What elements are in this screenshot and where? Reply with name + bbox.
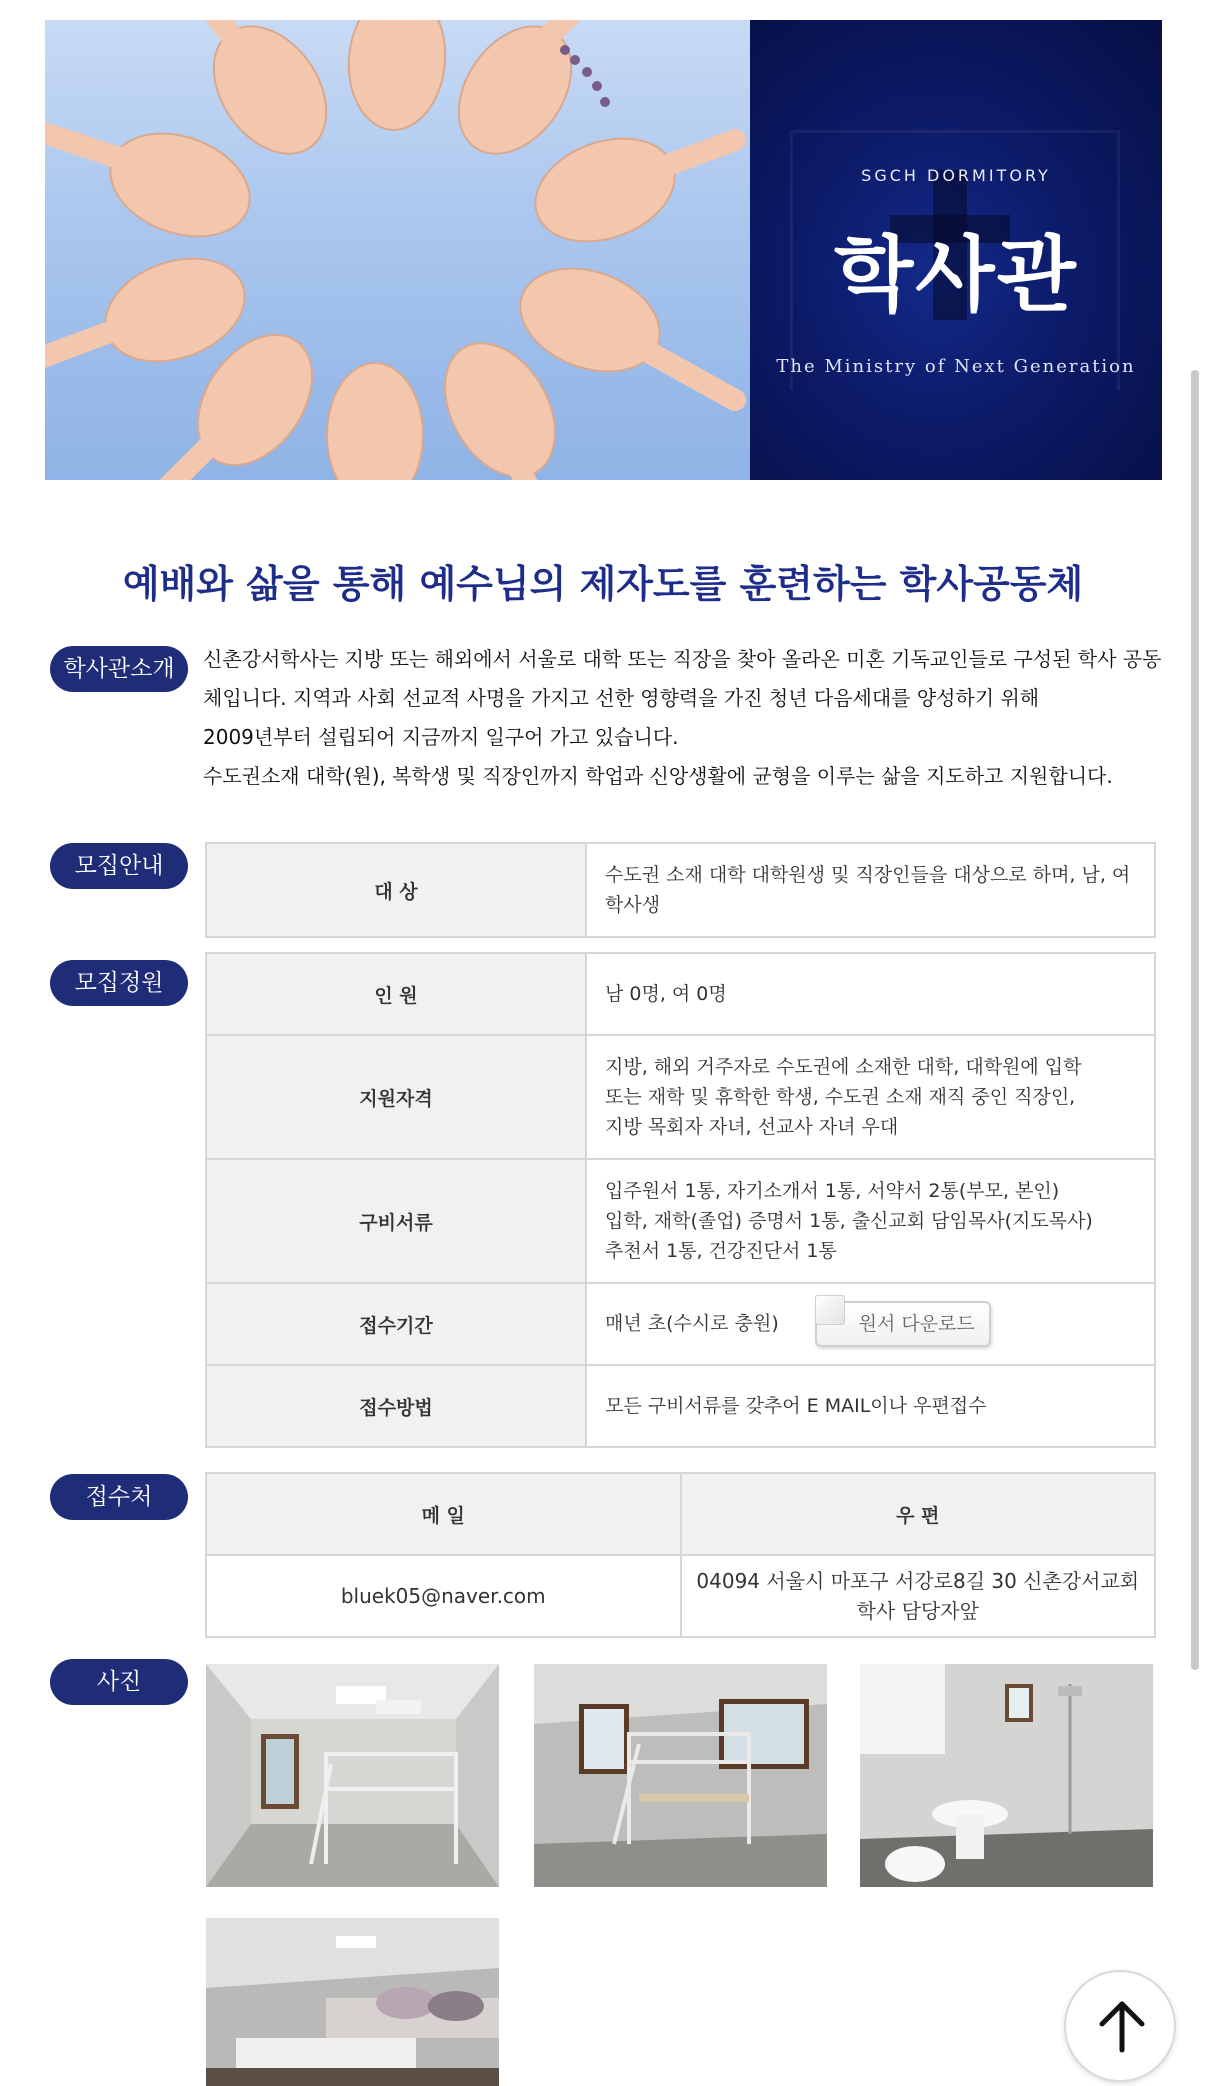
intro-text: 신촌강서학사는 지방 또는 해외에서 서울로 대학 또는 직장을 찾아 올라온 미혼 기독교인들로 구성된 학사 공동 체입니다. 지역과 사회 선교적 사명을 가지고 선한 영향력을 가진 청년 다음세대를 양성하기 위해 2009년부터 설립되어 지금까지 일구어 가고 있습니다. 수도권소재 대학(원), 복학생 및 직장인까지 학업과 신앙생활에 균형을 이루는 삶을 지도하고 지원합니다. bbox=[203, 647, 1162, 788]
table-row bbox=[206, 953, 1155, 1035]
row-value: 남 0명, 여 0명 bbox=[586, 953, 1155, 1035]
row-value: 모든 구비서류를 갖추어 E MAIL이나 우편접수 bbox=[586, 1365, 1155, 1447]
table-row bbox=[206, 1159, 1155, 1283]
section-label-contact: 접수처 bbox=[50, 1474, 188, 1520]
photo-room-loft-bed[interactable] bbox=[206, 1664, 499, 1887]
photo-bathroom[interactable] bbox=[860, 1664, 1153, 1887]
application-download-button[interactable]: 원서 다운로드 bbox=[815, 1301, 991, 1347]
table-row bbox=[206, 1283, 1155, 1365]
brand-tagline: The Ministry of Next Generation bbox=[776, 356, 1136, 377]
table-row bbox=[206, 843, 1155, 937]
section-label-photos: 사진 bbox=[50, 1659, 188, 1705]
row-label: 접수방법 bbox=[206, 1365, 586, 1447]
row-label: 구비서류 bbox=[206, 1159, 586, 1283]
hero-hands-photo bbox=[45, 20, 750, 480]
table-row bbox=[206, 1035, 1155, 1159]
document-icon bbox=[815, 1295, 845, 1325]
section-label-intro: 학사관소개 bbox=[50, 646, 188, 692]
column-header-email: 메 일 bbox=[206, 1473, 681, 1555]
row-label: 접수기간 bbox=[206, 1283, 586, 1365]
table-row bbox=[206, 1555, 1155, 1637]
hero-banner bbox=[45, 20, 1162, 480]
hero-brand-panel bbox=[750, 20, 1162, 480]
scroll-to-top-button[interactable] bbox=[1064, 1970, 1176, 2082]
contact-post-address: 04094 서울시 마포구 서강로8길 30 신촌강서교회 학사 담당자앞 bbox=[681, 1555, 1156, 1637]
contact-email[interactable]: bluek05@naver.com bbox=[206, 1555, 681, 1637]
row-value: 지방, 해외 거주자로 수도권에 소재한 대학, 대학원에 입학 또는 재학 및 휴학한 학생, 수도권 소재 재직 중인 직장인, 지방 목회자 자녀, 선교사 자녀 우대 bbox=[586, 1035, 1155, 1159]
row-value: 수도권 소재 대학 대학원생 및 직장인들을 대상으로 하며, 남, 여 학사생 bbox=[586, 843, 1155, 937]
page-scrollbar[interactable] bbox=[1191, 370, 1199, 1670]
section-label-recruit-quota: 모집정원 bbox=[50, 960, 188, 1006]
table-row bbox=[206, 1473, 1155, 1555]
recruit-guide-table bbox=[205, 842, 1156, 938]
page-headline: 예배와 삶을 통해 예수님의 제자도를 훈련하는 학사공동체 bbox=[122, 562, 1084, 606]
brand-title: 학사관 bbox=[834, 227, 1078, 323]
column-header-post: 우 편 bbox=[681, 1473, 1156, 1555]
row-value: 입주원서 1통, 자기소개서 1통, 서약서 2통(부모, 본인) 입학, 재학(졸업) 증명서 1통, 출신교회 담임목사(지도목사) 추천서 1통, 건강진단서 1통 bbox=[586, 1159, 1155, 1283]
row-label: 지원자격 bbox=[206, 1035, 586, 1159]
section-label-recruit-guide: 모집안내 bbox=[50, 843, 188, 889]
table-row bbox=[206, 1365, 1155, 1447]
contact-table bbox=[205, 1472, 1156, 1638]
photo-room-desk-bed[interactable] bbox=[534, 1664, 827, 1887]
brand-subtitle: SGCH DORMITORY bbox=[861, 166, 1051, 185]
row-label: 대 상 bbox=[206, 843, 586, 937]
row-value: 매년 초(수시로 충원) 원서 다운로드 bbox=[586, 1283, 1155, 1365]
arrow-up-icon bbox=[1092, 1996, 1152, 2056]
recruit-quota-table bbox=[205, 952, 1156, 1448]
hands-circle-illustration bbox=[45, 20, 750, 480]
photo-room-sofa[interactable] bbox=[206, 1918, 499, 2086]
row-label: 인 원 bbox=[206, 953, 586, 1035]
